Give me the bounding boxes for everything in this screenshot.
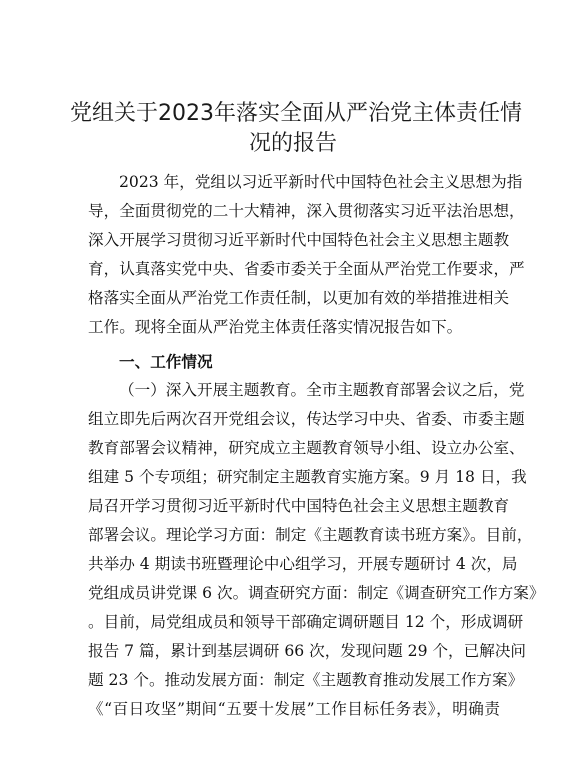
paragraph-line: 报告 7 篇，累计到基层调研 66 次，发现问题 29 个，已解决问 [88, 642, 527, 660]
paragraph-line: 。目前，局党组成员和领导干部确定调研题目 12 个，形成调研 [88, 613, 524, 631]
paragraph-line: 共举办 4 期读书班暨理论中心组学习，开展专题研讨 4 次，局 [88, 555, 518, 573]
paragraph-line: 组建 5 个专项组；研究制定主题教育实施方案。9 月 18 日，我 [88, 468, 527, 486]
paragraph-line: 局召开学习贯彻习近平新时代中国特色社会主义思想主题教育 [88, 497, 510, 515]
paragraph-line: 导，全面贯彻党的二十大精神，深入贯彻落实习近平法治思想， [88, 202, 525, 220]
section-paragraph [88, 376, 545, 724]
paragraph-line: 格落实全面从严治党工作责任制，以更加有效的举措推进相关 [88, 289, 510, 307]
section-heading: 一、工作情况 [119, 352, 213, 371]
intro-paragraph [88, 168, 525, 342]
paragraph-line: 2023 年，党组以习近平新时代中国特色社会主义思想为指 [119, 173, 523, 191]
paragraph-line: 部署会议。理论学习方面：制定《主题教育读书班方案》。目前， [88, 526, 533, 544]
paragraph-line: 育，认真落实党中央、省委市委关于全面从严治党工作要求，严 [88, 260, 525, 278]
paragraph-line: 《“百日攻坚”期间“五要十发展”工作目标任务表》，明确责 [88, 700, 500, 718]
paragraph-line: 工作。现将全面从严治党主体责任落实情况报告如下。 [88, 318, 463, 336]
title-line-1: 党组关于2023年落实全面从严治党主体责任情 [70, 101, 522, 126]
paragraph-line: 题 23 个。推动发展方面：制定《主题教育推动发展工作方案》 [88, 671, 524, 689]
paragraph-line: 党组成员讲党课 6 次。调查研究方面：制定《调查研究工作方案》 [88, 584, 545, 602]
title-line-2: 况的报告 [248, 131, 337, 156]
document-body [88, 168, 545, 724]
document-title [70, 99, 522, 159]
paragraph-line: 深入开展学习贯彻习近平新时代中国特色社会主义思想主题教 [88, 231, 510, 249]
paragraph-line: （一）深入开展主题教育。全市主题教育部署会议之后，党 [119, 381, 525, 399]
paragraph-line: 组立即先后两次召开党组会议，传达学习中央、省委、市委主题 [88, 410, 525, 428]
paragraph-line: 教育部署会议精神，研究成立主题教育领导小组、设立办公室、 [88, 439, 525, 457]
